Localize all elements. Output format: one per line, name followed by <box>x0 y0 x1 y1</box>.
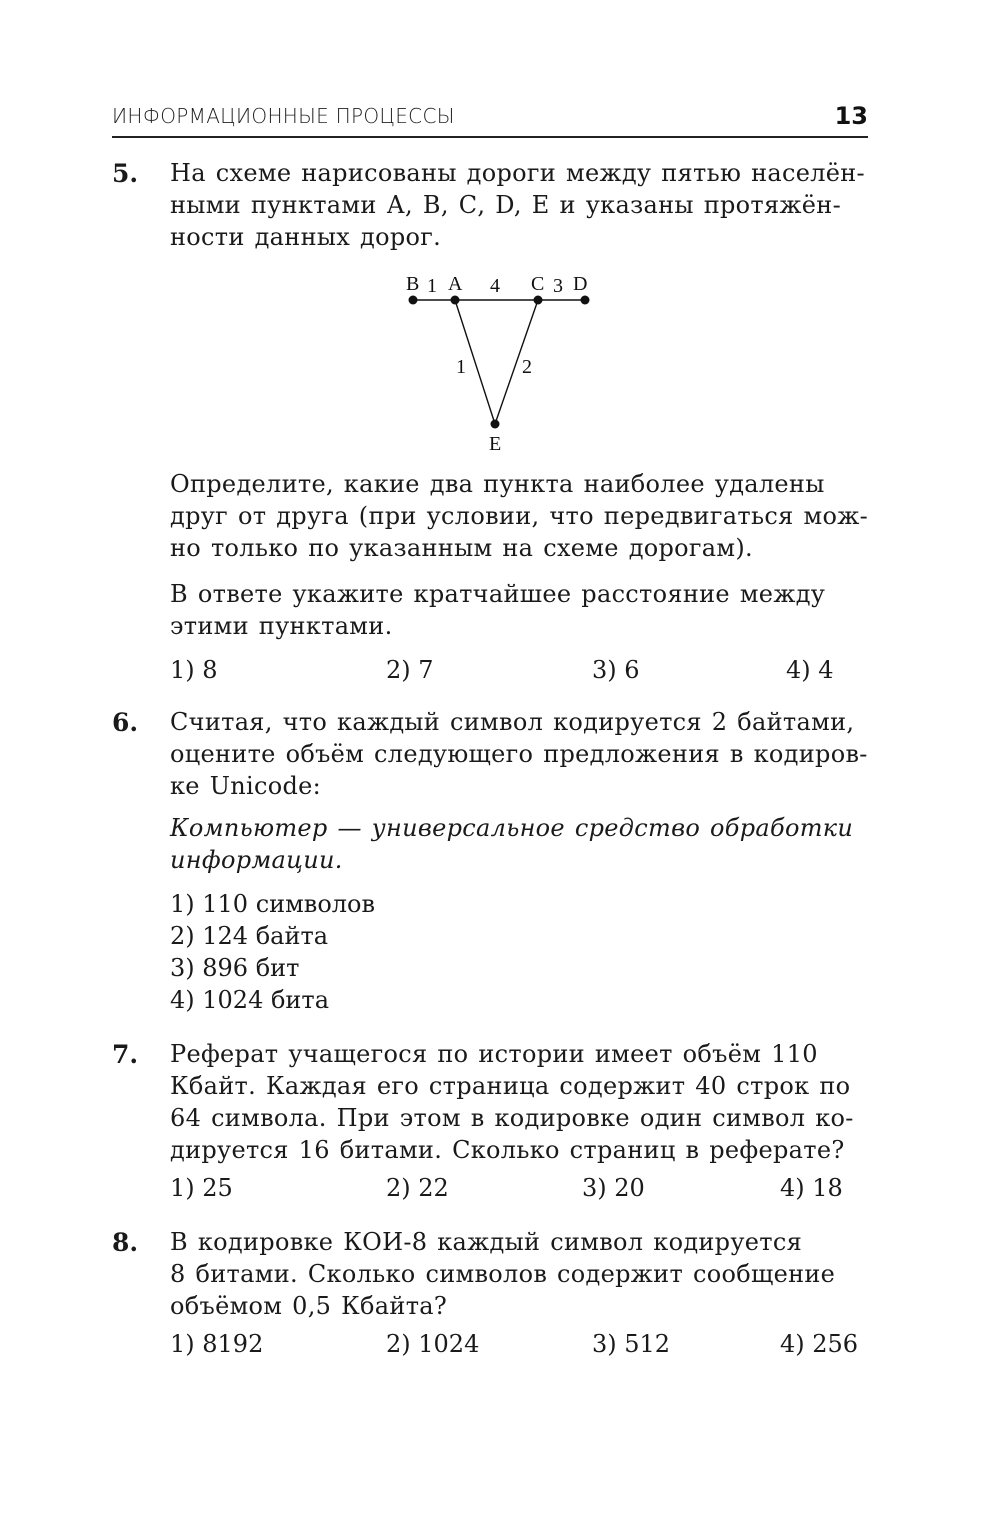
task-5-option-1: 1) 8 <box>170 656 218 684</box>
task-5-q-line-2: друг от друга (при условии, что передвигаться мож- <box>170 502 868 530</box>
task-5-q-line-3: но только по указанным на схеме дорогам). <box>170 534 753 562</box>
node-d <box>581 296 590 305</box>
node-a <box>451 296 460 305</box>
task-6-number: 6. <box>112 708 139 737</box>
task-5-a-line-1: В ответе укажите кратчайшее расстояние между <box>170 580 826 608</box>
task-7-line-3: 64 символа. При этом в кодировке один символ ко- <box>170 1104 854 1132</box>
page-number: 13 <box>834 102 868 130</box>
label-ae: 1 <box>456 356 466 378</box>
task-8-line-1: В кодировке КОИ-8 каждый символ кодируется <box>170 1228 803 1256</box>
task-5-q-line-1: Определите, какие два пункта наиболее удалены <box>170 470 825 498</box>
task-6-quote <box>170 812 868 876</box>
node-b <box>409 296 418 305</box>
task-6-option-3: 3) 896 бит <box>170 954 300 982</box>
task-8-option-4: 4) 256 <box>780 1330 859 1358</box>
task-6-line-1: Считая, что каждый символ кодируется 2 байтами, <box>170 708 855 736</box>
task-6-option-4: 4) 1024 бита <box>170 986 329 1014</box>
task-6-option-1: 1) 110 символов <box>170 890 375 918</box>
task-8-line-3: объёмом 0,5 Кбайта? <box>170 1292 448 1320</box>
task-5-options <box>170 656 868 688</box>
task-5-option-2: 2) 7 <box>386 656 434 684</box>
running-title: ИНФОРМАЦИОННЫЕ ПРОЦЕССЫ <box>112 104 455 128</box>
label-ce: 2 <box>522 356 532 378</box>
task-7-line-2: Кбайт. Каждая его страница содержит 40 строк по <box>170 1072 851 1100</box>
task-6-quote-line-1: Компьютер — универсальное средство обработки <box>170 814 854 842</box>
label-ba: 1 <box>427 275 437 297</box>
task-5-option-4: 4) 4 <box>786 656 834 684</box>
task-6-line-2: оцените объём следующего предложения в кодиров- <box>170 740 868 768</box>
task-7-option-4: 4) 18 <box>780 1174 843 1202</box>
task-5-question <box>170 468 868 564</box>
task-8-options <box>170 1330 868 1362</box>
task-6-option-2: 2) 124 байта <box>170 922 329 950</box>
task-5-option-3: 3) 6 <box>592 656 640 684</box>
task-8-line-2: 8 битами. Сколько символов содержит сообщение <box>170 1260 836 1288</box>
label-cd: 3 <box>553 275 563 297</box>
label-e: E <box>489 433 502 455</box>
node-e <box>491 420 500 429</box>
task-5-number: 5. <box>112 159 139 188</box>
header-rule <box>112 136 868 138</box>
task-5-line-2: ными пунктами А, В, С, D, Е и указаны протяжён- <box>170 191 842 219</box>
task-6-quote-line-2: информации. <box>170 846 343 874</box>
task-7-line-1: Реферат учащегося по истории имеет объём 110 <box>170 1040 818 1068</box>
road-scheme-diagram <box>395 266 605 460</box>
task-8-option-1: 1) 8192 <box>170 1330 264 1358</box>
task-5-line-1: На схеме нарисованы дороги между пятью населён- <box>170 159 865 187</box>
task-6-options <box>170 888 375 1016</box>
task-7-options <box>170 1174 868 1206</box>
task-5-line-3: ности данных дорог. <box>170 223 442 251</box>
task-5-answer-note <box>170 578 868 642</box>
task-7-option-2: 2) 22 <box>386 1174 449 1202</box>
task-6-line-3: ке Unicode: <box>170 772 322 800</box>
task-8-number: 8. <box>112 1228 139 1257</box>
task-7-number: 7. <box>112 1040 139 1069</box>
label-b: B <box>406 273 420 295</box>
page-header <box>112 100 868 136</box>
label-c: C <box>531 273 545 295</box>
task-8-option-3: 3) 512 <box>592 1330 671 1358</box>
node-c <box>534 296 543 305</box>
task-7-line-4: дируется 16 битами. Сколько страниц в реферате? <box>170 1136 845 1164</box>
task-7-option-1: 1) 25 <box>170 1174 233 1202</box>
task-5-statement <box>170 157 868 253</box>
task-7-statement <box>170 1038 868 1166</box>
label-d: D <box>573 273 588 295</box>
label-ac: 4 <box>490 275 500 297</box>
task-7-option-3: 3) 20 <box>582 1174 645 1202</box>
task-8-option-2: 2) 1024 <box>386 1330 480 1358</box>
task-6-statement <box>170 706 868 802</box>
label-a: A <box>448 273 463 295</box>
task-5-a-line-2: этими пунктами. <box>170 612 393 640</box>
task-8-statement <box>170 1226 868 1322</box>
